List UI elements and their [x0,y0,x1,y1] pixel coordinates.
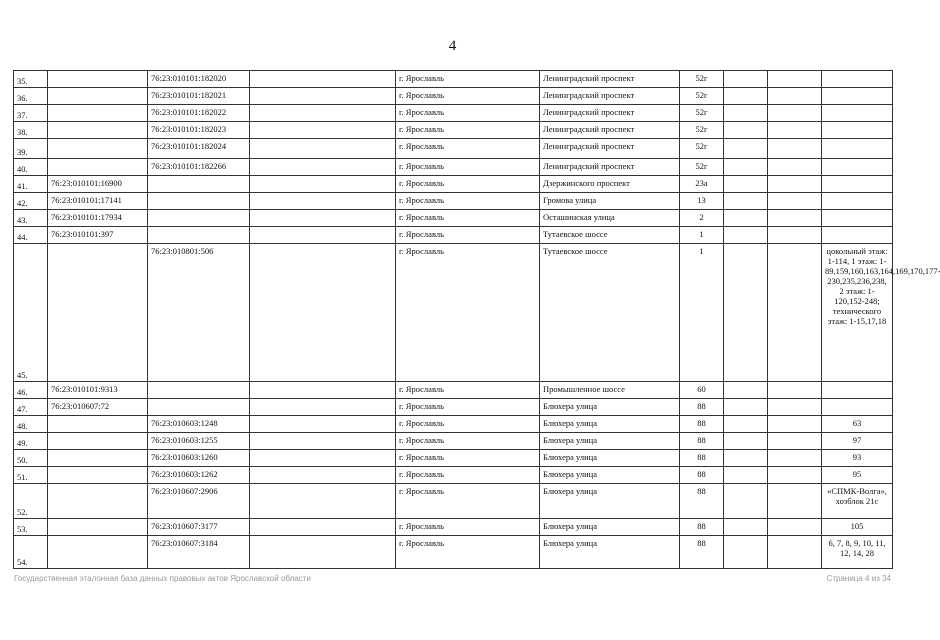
premises-number-cell: 97 [822,433,893,450]
empty-cell [768,399,822,416]
cadastral-number-cell: 76:23:010101:9313 [48,382,148,399]
empty-cell [250,382,396,399]
city-cell: г. Ярославль [396,159,540,176]
premises-cadastral-number-cell: 76:23:010101:182021 [148,88,250,105]
empty-cell [724,244,768,382]
city-cell: г. Ярославль [396,139,540,159]
table-row [14,484,893,519]
street-cell: Ленинградский проспект [540,122,680,139]
city-cell: г. Ярославль [396,105,540,122]
street-cell: Блюхера улица [540,519,680,536]
premises-cadastral-number-cell: 76:23:010801:506 [148,244,250,382]
empty-cell [724,159,768,176]
empty-cell [250,467,396,484]
empty-cell [724,71,768,88]
empty-cell [768,467,822,484]
empty-cell [724,399,768,416]
empty-cell [250,484,396,519]
premises-number-cell: 63 [822,416,893,433]
house-number-cell: 52г [680,122,724,139]
city-cell: г. Ярославль [396,467,540,484]
house-number-cell: 88 [680,433,724,450]
street-cell: Ленинградский проспект [540,139,680,159]
city-cell: г. Ярославль [396,244,540,382]
house-number-cell: 88 [680,484,724,519]
street-cell: Осташинская улица [540,210,680,227]
house-number-cell: 88 [680,450,724,467]
city-cell: г. Ярославль [396,433,540,450]
city-cell: г. Ярославль [396,210,540,227]
table-row [14,227,893,244]
street-cell: Ленинградский проспект [540,88,680,105]
row-number-cell: 39. [14,139,48,159]
premises-cadastral-number-cell: 76:23:010603:1248 [148,416,250,433]
row-number-cell: 41. [14,176,48,193]
table-row [14,210,893,227]
empty-cell [250,399,396,416]
empty-cell [250,193,396,210]
empty-cell [250,519,396,536]
premises-number-cell [822,176,893,193]
empty-cell [724,210,768,227]
table-row [14,139,893,159]
city-cell: г. Ярославль [396,227,540,244]
empty-cell [250,536,396,569]
empty-cell [768,105,822,122]
empty-cell [768,88,822,105]
row-number-cell: 49. [14,433,48,450]
table-row [14,105,893,122]
premises-number-cell [822,139,893,159]
house-number-cell: 88 [680,536,724,569]
empty-cell [724,484,768,519]
house-number-cell: 52г [680,105,724,122]
house-number-cell: 60 [680,382,724,399]
empty-cell [768,176,822,193]
city-cell: г. Ярославль [396,519,540,536]
cadastral-number-cell [48,139,148,159]
empty-cell [250,210,396,227]
cadastral-number-cell [48,536,148,569]
table-row [14,519,893,536]
cadastral-number-cell: 76:23:010101:17934 [48,210,148,227]
row-number-cell: 43. [14,210,48,227]
premises-number-cell [822,122,893,139]
empty-cell [724,450,768,467]
row-number-cell: 36. [14,88,48,105]
empty-cell [768,382,822,399]
empty-cell [724,467,768,484]
premises-number-cell: 6, 7, 8, 9, 10, 11, 12, 14, 28 [822,536,893,569]
house-number-cell: 52г [680,159,724,176]
street-cell: Блюхера улица [540,484,680,519]
cadastral-number-cell [48,519,148,536]
premises-cadastral-number-cell [148,382,250,399]
empty-cell [724,122,768,139]
empty-cell [768,71,822,88]
table-row [14,71,893,88]
table-row [14,382,893,399]
street-cell: Тутаевское шоссе [540,227,680,244]
premises-cadastral-number-cell [148,210,250,227]
street-cell: Тутаевское шоссе [540,244,680,382]
premises-number-cell [822,227,893,244]
table-row [14,433,893,450]
street-cell: Блюхера улица [540,416,680,433]
street-cell: Блюхера улица [540,536,680,569]
row-number-cell: 48. [14,416,48,433]
city-cell: г. Ярославль [396,382,540,399]
empty-cell [250,71,396,88]
cadastral-number-cell [48,88,148,105]
empty-cell [250,176,396,193]
empty-cell [250,105,396,122]
street-cell: Дзержинского проспект [540,176,680,193]
row-number-cell: 40. [14,159,48,176]
premises-number-cell [822,105,893,122]
empty-cell [250,244,396,382]
empty-cell [724,139,768,159]
street-cell: Громова улица [540,193,680,210]
table-row [14,536,893,569]
empty-cell [768,139,822,159]
empty-cell [724,88,768,105]
street-cell: Ленинградский проспект [540,159,680,176]
city-cell: г. Ярославль [396,176,540,193]
premises-cadastral-number-cell: 76:23:010603:1262 [148,467,250,484]
cadastral-number-cell: 76:23:010101:397 [48,227,148,244]
premises-number-cell [822,210,893,227]
premises-cadastral-number-cell: 76:23:010101:182022 [148,105,250,122]
row-number-cell: 44. [14,227,48,244]
empty-cell [724,382,768,399]
empty-cell [724,519,768,536]
row-number-cell: 37. [14,105,48,122]
registry-table [13,70,940,569]
cadastral-number-cell [48,71,148,88]
premises-cadastral-number-cell [148,399,250,416]
premises-number-cell [822,193,893,210]
house-number-cell: 52г [680,139,724,159]
empty-cell [724,536,768,569]
house-number-cell: 52г [680,88,724,105]
house-number-cell: 88 [680,416,724,433]
cadastral-number-cell [48,467,148,484]
premises-number-cell [822,399,893,416]
empty-cell [250,227,396,244]
city-cell: г. Ярославль [396,71,540,88]
empty-cell [250,139,396,159]
premises-cadastral-number-cell: 76:23:010101:182266 [148,159,250,176]
premises-cadastral-number-cell: 76:23:010101:182023 [148,122,250,139]
city-cell: г. Ярославль [396,416,540,433]
row-number-cell: 52. [14,484,48,519]
table-row [14,399,893,416]
house-number-cell: 13 [680,193,724,210]
cadastral-number-cell [48,105,148,122]
row-number-cell: 50. [14,450,48,467]
premises-cadastral-number-cell: 76:23:010607:3177 [148,519,250,536]
premises-number-cell: «СПМК-Волга», хозблок 21с [822,484,893,519]
premises-number-cell [822,71,893,88]
premises-cadastral-number-cell [148,176,250,193]
empty-cell [724,176,768,193]
row-number-cell: 46. [14,382,48,399]
city-cell: г. Ярославль [396,88,540,105]
house-number-cell: 1 [680,244,724,382]
city-cell: г. Ярославль [396,122,540,139]
cadastral-number-cell [48,484,148,519]
cadastral-number-cell: 76:23:010101:17141 [48,193,148,210]
empty-cell [250,122,396,139]
premises-cadastral-number-cell: 76:23:010607:2906 [148,484,250,519]
premises-cadastral-number-cell [148,193,250,210]
cadastral-number-cell [48,159,148,176]
street-cell: Блюхера улица [540,433,680,450]
empty-cell [768,244,822,382]
empty-cell [768,193,822,210]
premises-number-cell [822,88,893,105]
row-number-cell: 53. [14,519,48,536]
empty-cell [768,159,822,176]
empty-cell [768,210,822,227]
footer-page-count: Страница 4 из 34 [826,574,891,583]
footer-source: Государственная эталонная база данных правовых актов Ярославской области [14,574,311,583]
table-row [14,159,893,176]
house-number-cell: 88 [680,467,724,484]
row-number-cell: 38. [14,122,48,139]
empty-cell [724,105,768,122]
street-cell: Промышленное шоссе [540,382,680,399]
empty-cell [250,450,396,467]
cadastral-number-cell: 76:23:010101:16900 [48,176,148,193]
empty-cell [724,193,768,210]
row-number-cell: 54. [14,536,48,569]
house-number-cell: 88 [680,399,724,416]
house-number-cell: 88 [680,519,724,536]
premises-number-cell: 105 [822,519,893,536]
street-cell: Ленинградский проспект [540,71,680,88]
street-cell: Блюхера улица [540,467,680,484]
street-cell: Ленинградский проспект [540,105,680,122]
premises-number-cell [822,382,893,399]
cadastral-number-cell [48,122,148,139]
house-number-cell: 2 [680,210,724,227]
empty-cell [768,433,822,450]
empty-cell [768,484,822,519]
table-row [14,416,893,433]
empty-cell [250,416,396,433]
premises-cadastral-number-cell: 76:23:010607:3184 [148,536,250,569]
empty-cell [768,122,822,139]
empty-cell [250,433,396,450]
premises-cadastral-number-cell: 76:23:010603:1260 [148,450,250,467]
city-cell: г. Ярославль [396,484,540,519]
row-number-cell: 35. [14,71,48,88]
city-cell: г. Ярославль [396,399,540,416]
table-row [14,88,893,105]
page-number: 4 [448,38,457,54]
premises-cadastral-number-cell: 76:23:010603:1255 [148,433,250,450]
premises-number-cell: 93 [822,450,893,467]
cadastral-number-cell [48,416,148,433]
street-cell: Блюхера улица [540,399,680,416]
premises-cadastral-number-cell: 76:23:010101:182020 [148,71,250,88]
table-row [14,193,893,210]
row-number-cell: 47. [14,399,48,416]
city-cell: г. Ярославль [396,450,540,467]
table-row [14,176,893,193]
row-number-cell: 51. [14,467,48,484]
house-number-cell: 52г [680,71,724,88]
premises-cadastral-number-cell: 76:23:010101:182024 [148,139,250,159]
row-number-cell: 45. [14,244,48,382]
premises-number-cell: 95 [822,467,893,484]
table-row [14,450,893,467]
empty-cell [724,433,768,450]
empty-cell [768,227,822,244]
city-cell: г. Ярославль [396,536,540,569]
premises-number-cell [822,159,893,176]
empty-cell [768,450,822,467]
row-number-cell: 42. [14,193,48,210]
empty-cell [724,416,768,433]
table-row [14,244,893,382]
premises-cadastral-number-cell [148,227,250,244]
empty-cell [250,88,396,105]
house-number-cell: 23а [680,176,724,193]
house-number-cell: 1 [680,227,724,244]
empty-cell [768,416,822,433]
empty-cell [724,227,768,244]
city-cell: г. Ярославль [396,193,540,210]
empty-cell [250,159,396,176]
premises-number-cell: цокольный этаж: 1-114, 1 этаж: 1-89,159,160,163,164,169,170,177-230,235,236,238, 2 этаж: 1-120,152-248; технического этаж: 1-15,17,18 [822,244,893,382]
cadastral-number-cell: 76:23:010607:72 [48,399,148,416]
cadastral-number-cell [48,433,148,450]
table-row [14,122,893,139]
empty-cell [768,536,822,569]
street-cell: Блюхера улица [540,450,680,467]
empty-cell [768,519,822,536]
cadastral-number-cell [48,244,148,382]
table-row [14,467,893,484]
cadastral-number-cell [48,450,148,467]
table-body [14,71,940,569]
